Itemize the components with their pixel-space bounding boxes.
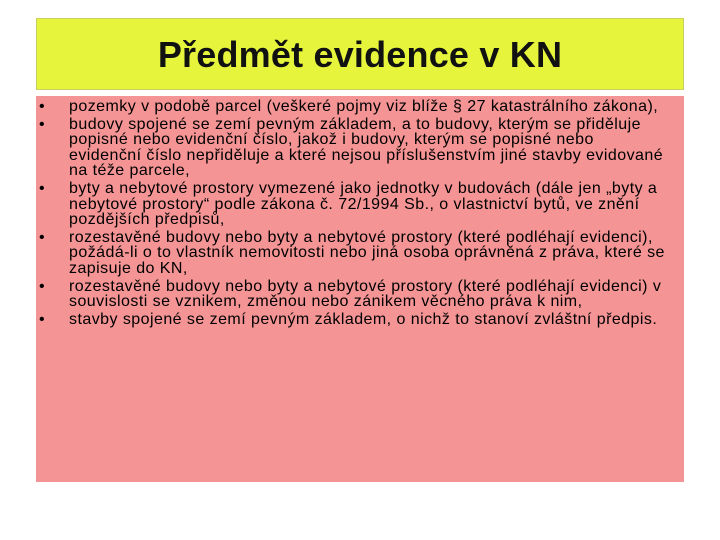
bullet-icon: • <box>39 228 46 246</box>
bullet-icon: • <box>39 277 46 295</box>
list-item <box>36 312 684 328</box>
list-item-text: rozestavěné budovy nebo byty a nebytové prostory (které podléhají evidenci) v souvislosti se vznikem, změnou nebo zánikem věcného práva k nim, <box>69 277 662 311</box>
list-item-text: pozemky v podobě parcel (veškeré pojmy viz blíže § 27 katastrálního zákona), <box>69 98 659 115</box>
list-item-text: byty a nebytové prostory vymezené jako jednotky v budovách (dále jen „byty a nebytové prostory“ podle zákona č. 72/1994 Sb., o vlastnictví bytů, ve znění pozdějších předpisů, <box>69 179 658 229</box>
bullet-icon: • <box>39 115 46 133</box>
bullet-icon: • <box>39 310 46 328</box>
content-panel <box>36 96 684 482</box>
bullet-icon: • <box>39 179 46 197</box>
list-item <box>36 117 684 179</box>
bullet-list <box>36 99 684 329</box>
list-item <box>36 181 684 228</box>
title-banner <box>36 18 684 90</box>
list-item <box>36 99 684 115</box>
bullet-icon: • <box>39 98 46 115</box>
list-item-text: budovy spojené se zemí pevným základem, a to budovy, kterým se přiděluje popisné nebo evidenční číslo, jakož i budovy, kterým se popisné nebo evidenční číslo nepřiděluje a které nejsou příslušenstvím jiné stavby evidované na téže parcele, <box>69 115 664 180</box>
list-item-text: rozestavěné budovy nebo byty a nebytové prostory (které podléhají evidenci), požádá-li o to vlastník nemovitosti nebo jiná osoba oprávněná z práva, které se zapisuje do KN, <box>69 228 665 277</box>
slide-title: Předmět evidence v KN <box>157 34 563 75</box>
list-item-text: stavby spojené se zemí pevným základem, o nichž to stanoví zvláštní předpis. <box>69 310 658 328</box>
list-item <box>36 230 684 277</box>
list-item <box>36 279 684 310</box>
